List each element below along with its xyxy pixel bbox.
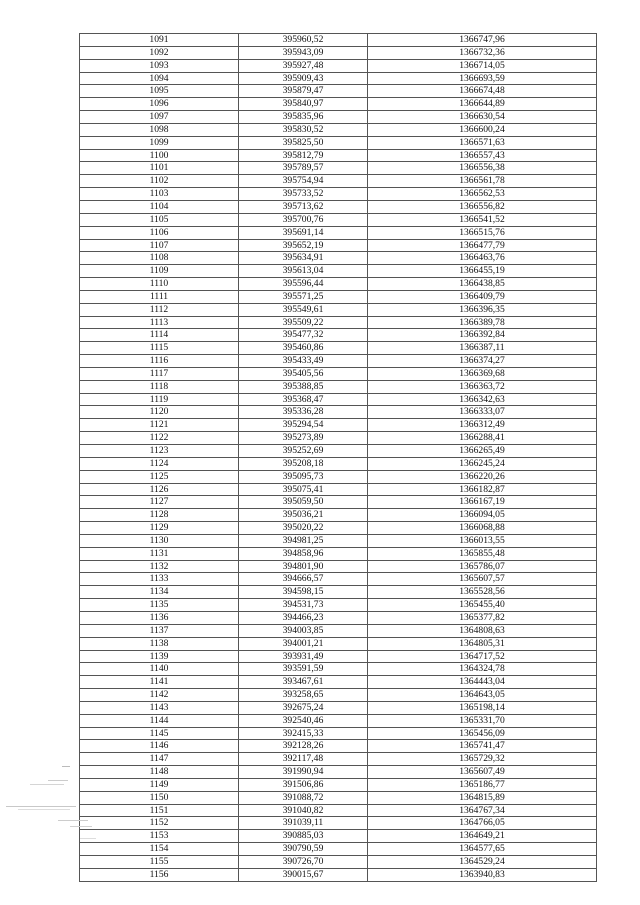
table-row [80, 111, 597, 124]
table-row [80, 380, 597, 393]
x-coordinate-cell: 395840,97 [239, 98, 368, 111]
y-coordinate-cell: 1366392,84 [368, 329, 597, 342]
y-coordinate-cell: 1365741,47 [368, 740, 597, 753]
table-row [80, 406, 597, 419]
point-number-cell: 1128 [80, 509, 239, 522]
point-number-cell: 1141 [80, 676, 239, 689]
point-number-cell: 1116 [80, 355, 239, 368]
y-coordinate-cell: 1364808,63 [368, 624, 597, 637]
y-coordinate-cell: 1364643,05 [368, 689, 597, 702]
point-number-cell: 1135 [80, 599, 239, 612]
y-coordinate-cell: 1366288,41 [368, 432, 597, 445]
y-coordinate-cell: 1366220,26 [368, 470, 597, 483]
y-coordinate-cell: 1365377,82 [368, 611, 597, 624]
x-coordinate-cell: 390726,70 [239, 856, 368, 869]
point-number-cell: 1109 [80, 265, 239, 278]
table-row [80, 586, 597, 599]
x-coordinate-cell: 395733,52 [239, 188, 368, 201]
y-coordinate-cell: 1366541,52 [368, 213, 597, 226]
x-coordinate-cell: 395927,48 [239, 59, 368, 72]
x-coordinate-cell: 395634,91 [239, 252, 368, 265]
point-number-cell: 1151 [80, 804, 239, 817]
table-row [80, 650, 597, 663]
table-row [80, 804, 597, 817]
y-coordinate-cell: 1365186,77 [368, 778, 597, 791]
point-number-cell: 1122 [80, 432, 239, 445]
table-row [80, 766, 597, 779]
table-row [80, 791, 597, 804]
x-coordinate-cell: 395789,57 [239, 162, 368, 175]
y-coordinate-cell: 1366438,85 [368, 278, 597, 291]
point-number-cell: 1123 [80, 445, 239, 458]
y-coordinate-cell: 1365786,07 [368, 560, 597, 573]
table-row [80, 85, 597, 98]
point-number-cell: 1101 [80, 162, 239, 175]
table-row [80, 740, 597, 753]
point-number-cell: 1112 [80, 303, 239, 316]
point-number-cell: 1106 [80, 226, 239, 239]
y-coordinate-cell: 1364717,52 [368, 650, 597, 663]
table-row [80, 637, 597, 650]
y-coordinate-cell: 1365331,70 [368, 714, 597, 727]
table-row [80, 367, 597, 380]
point-number-cell: 1153 [80, 830, 239, 843]
table-row [80, 496, 597, 509]
table-row [80, 624, 597, 637]
point-number-cell: 1103 [80, 188, 239, 201]
point-number-cell: 1144 [80, 714, 239, 727]
point-number-cell: 1119 [80, 393, 239, 406]
table-row [80, 611, 597, 624]
point-number-cell: 1126 [80, 483, 239, 496]
table-row [80, 34, 597, 47]
point-number-cell: 1110 [80, 278, 239, 291]
y-coordinate-cell: 1366674,48 [368, 85, 597, 98]
table-row [80, 509, 597, 522]
x-coordinate-cell: 395652,19 [239, 239, 368, 252]
table-row [80, 226, 597, 239]
x-coordinate-cell: 390790,59 [239, 843, 368, 856]
table-row [80, 753, 597, 766]
table-row [80, 265, 597, 278]
x-coordinate-cell: 393591,59 [239, 663, 368, 676]
y-coordinate-cell: 1366333,07 [368, 406, 597, 419]
y-coordinate-cell: 1366389,78 [368, 316, 597, 329]
x-coordinate-cell: 395509,22 [239, 316, 368, 329]
y-coordinate-cell: 1366363,72 [368, 380, 597, 393]
x-coordinate-cell: 391990,94 [239, 766, 368, 779]
point-number-cell: 1104 [80, 200, 239, 213]
y-coordinate-cell: 1366600,24 [368, 123, 597, 136]
table-row [80, 46, 597, 59]
table-row [80, 432, 597, 445]
table-row [80, 843, 597, 856]
y-coordinate-cell: 1364649,21 [368, 830, 597, 843]
table-row [80, 599, 597, 612]
y-coordinate-cell: 1364324,78 [368, 663, 597, 676]
point-number-cell: 1114 [80, 329, 239, 342]
table-row [80, 445, 597, 458]
y-coordinate-cell: 1366630,54 [368, 111, 597, 124]
x-coordinate-cell: 395549,61 [239, 303, 368, 316]
y-coordinate-cell: 1366167,19 [368, 496, 597, 509]
x-coordinate-cell: 395075,41 [239, 483, 368, 496]
point-number-cell: 1138 [80, 637, 239, 650]
y-coordinate-cell: 1366747,96 [368, 34, 597, 47]
y-coordinate-cell: 1366515,76 [368, 226, 597, 239]
point-number-cell: 1121 [80, 419, 239, 432]
table-row [80, 817, 597, 830]
table-row [80, 689, 597, 702]
y-coordinate-cell: 1365456,09 [368, 727, 597, 740]
x-coordinate-cell: 394466,23 [239, 611, 368, 624]
x-coordinate-cell: 395252,69 [239, 445, 368, 458]
point-number-cell: 1096 [80, 98, 239, 111]
x-coordinate-cell: 395368,47 [239, 393, 368, 406]
table-row [80, 470, 597, 483]
y-coordinate-cell: 1366644,89 [368, 98, 597, 111]
y-coordinate-cell: 1366013,55 [368, 534, 597, 547]
x-coordinate-cell: 394531,73 [239, 599, 368, 612]
table-row [80, 72, 597, 85]
x-coordinate-cell: 395477,32 [239, 329, 368, 342]
x-coordinate-cell: 391088,72 [239, 791, 368, 804]
y-coordinate-cell: 1366732,36 [368, 46, 597, 59]
table-row [80, 252, 597, 265]
y-coordinate-cell: 1366571,63 [368, 136, 597, 149]
point-number-cell: 1094 [80, 72, 239, 85]
point-number-cell: 1136 [80, 611, 239, 624]
x-coordinate-cell: 395754,94 [239, 175, 368, 188]
point-number-cell: 1115 [80, 342, 239, 355]
point-number-cell: 1156 [80, 868, 239, 881]
point-number-cell: 1127 [80, 496, 239, 509]
table-row [80, 200, 597, 213]
x-coordinate-cell: 394598,15 [239, 586, 368, 599]
table-row [80, 188, 597, 201]
point-number-cell: 1111 [80, 290, 239, 303]
table-row [80, 162, 597, 175]
point-number-cell: 1134 [80, 586, 239, 599]
x-coordinate-cell: 393467,61 [239, 676, 368, 689]
point-number-cell: 1124 [80, 457, 239, 470]
x-coordinate-cell: 395571,25 [239, 290, 368, 303]
y-coordinate-cell: 1364766,05 [368, 817, 597, 830]
x-coordinate-cell: 395460,86 [239, 342, 368, 355]
y-coordinate-cell: 1365729,32 [368, 753, 597, 766]
table-row [80, 98, 597, 111]
y-coordinate-cell: 1366561,78 [368, 175, 597, 188]
x-coordinate-cell: 395059,50 [239, 496, 368, 509]
table-row [80, 316, 597, 329]
x-coordinate-cell: 391040,82 [239, 804, 368, 817]
y-coordinate-cell: 1366312,49 [368, 419, 597, 432]
x-coordinate-cell: 395835,96 [239, 111, 368, 124]
table-row [80, 136, 597, 149]
coordinates-table-body [80, 34, 597, 882]
table-row [80, 663, 597, 676]
table-row [80, 342, 597, 355]
point-number-cell: 1146 [80, 740, 239, 753]
x-coordinate-cell: 392128,26 [239, 740, 368, 753]
x-coordinate-cell: 395596,44 [239, 278, 368, 291]
x-coordinate-cell: 395960,52 [239, 34, 368, 47]
table-row [80, 547, 597, 560]
point-number-cell: 1100 [80, 149, 239, 162]
x-coordinate-cell: 394981,25 [239, 534, 368, 547]
y-coordinate-cell: 1365455,40 [368, 599, 597, 612]
x-coordinate-cell: 395336,28 [239, 406, 368, 419]
x-coordinate-cell: 395825,50 [239, 136, 368, 149]
x-coordinate-cell: 395613,04 [239, 265, 368, 278]
x-coordinate-cell: 395691,14 [239, 226, 368, 239]
y-coordinate-cell: 1366387,11 [368, 342, 597, 355]
y-coordinate-cell: 1366396,35 [368, 303, 597, 316]
x-coordinate-cell: 392540,46 [239, 714, 368, 727]
y-coordinate-cell: 1366068,88 [368, 522, 597, 535]
table-row [80, 573, 597, 586]
point-number-cell: 1130 [80, 534, 239, 547]
point-number-cell: 1098 [80, 123, 239, 136]
y-coordinate-cell: 1366182,87 [368, 483, 597, 496]
x-coordinate-cell: 395020,22 [239, 522, 368, 535]
table-row [80, 393, 597, 406]
x-coordinate-cell: 395433,49 [239, 355, 368, 368]
y-coordinate-cell: 1366562,53 [368, 188, 597, 201]
point-number-cell: 1099 [80, 136, 239, 149]
x-coordinate-cell: 395879,47 [239, 85, 368, 98]
point-number-cell: 1092 [80, 46, 239, 59]
point-number-cell: 1142 [80, 689, 239, 702]
x-coordinate-cell: 395095,73 [239, 470, 368, 483]
point-number-cell: 1133 [80, 573, 239, 586]
y-coordinate-cell: 1366556,38 [368, 162, 597, 175]
y-coordinate-cell: 1363940,83 [368, 868, 597, 881]
x-coordinate-cell: 394801,90 [239, 560, 368, 573]
table-row [80, 727, 597, 740]
y-coordinate-cell: 1366369,68 [368, 367, 597, 380]
x-coordinate-cell: 395405,56 [239, 367, 368, 380]
y-coordinate-cell: 1364815,89 [368, 791, 597, 804]
y-coordinate-cell: 1366477,79 [368, 239, 597, 252]
table-row [80, 329, 597, 342]
point-number-cell: 1148 [80, 766, 239, 779]
y-coordinate-cell: 1364529,24 [368, 856, 597, 869]
x-coordinate-cell: 395273,89 [239, 432, 368, 445]
point-number-cell: 1125 [80, 470, 239, 483]
point-number-cell: 1131 [80, 547, 239, 560]
point-number-cell: 1097 [80, 111, 239, 124]
point-number-cell: 1155 [80, 856, 239, 869]
table-row [80, 534, 597, 547]
x-coordinate-cell: 395294,54 [239, 419, 368, 432]
table-row [80, 239, 597, 252]
point-number-cell: 1149 [80, 778, 239, 791]
point-number-cell: 1105 [80, 213, 239, 226]
x-coordinate-cell: 392675,24 [239, 701, 368, 714]
x-coordinate-cell: 394001,21 [239, 637, 368, 650]
y-coordinate-cell: 1364805,31 [368, 637, 597, 650]
y-coordinate-cell: 1364767,34 [368, 804, 597, 817]
point-number-cell: 1095 [80, 85, 239, 98]
y-coordinate-cell: 1366265,49 [368, 445, 597, 458]
table-row [80, 278, 597, 291]
point-number-cell: 1137 [80, 624, 239, 637]
table-row [80, 59, 597, 72]
table-row [80, 830, 597, 843]
x-coordinate-cell: 395700,76 [239, 213, 368, 226]
x-coordinate-cell: 391039,11 [239, 817, 368, 830]
y-coordinate-cell: 1366463,76 [368, 252, 597, 265]
y-coordinate-cell: 1364443,04 [368, 676, 597, 689]
y-coordinate-cell: 1365528,56 [368, 586, 597, 599]
x-coordinate-cell: 391506,86 [239, 778, 368, 791]
point-number-cell: 1139 [80, 650, 239, 663]
point-number-cell: 1107 [80, 239, 239, 252]
table-row [80, 676, 597, 689]
table-row [80, 856, 597, 869]
x-coordinate-cell: 395036,21 [239, 509, 368, 522]
table-row [80, 213, 597, 226]
point-number-cell: 1132 [80, 560, 239, 573]
table-row [80, 522, 597, 535]
x-coordinate-cell: 395909,43 [239, 72, 368, 85]
x-coordinate-cell: 392117,48 [239, 753, 368, 766]
y-coordinate-cell: 1366556,82 [368, 200, 597, 213]
x-coordinate-cell: 395388,85 [239, 380, 368, 393]
x-coordinate-cell: 390015,67 [239, 868, 368, 881]
table-row [80, 419, 597, 432]
table-row [80, 175, 597, 188]
point-number-cell: 1113 [80, 316, 239, 329]
table-row [80, 560, 597, 573]
y-coordinate-cell: 1366374,27 [368, 355, 597, 368]
x-coordinate-cell: 395208,18 [239, 457, 368, 470]
x-coordinate-cell: 393258,65 [239, 689, 368, 702]
point-number-cell: 1145 [80, 727, 239, 740]
point-number-cell: 1118 [80, 380, 239, 393]
y-coordinate-cell: 1366714,05 [368, 59, 597, 72]
point-number-cell: 1093 [80, 59, 239, 72]
y-coordinate-cell: 1365198,14 [368, 701, 597, 714]
table-row [80, 355, 597, 368]
point-number-cell: 1150 [80, 791, 239, 804]
y-coordinate-cell: 1366094,05 [368, 509, 597, 522]
table-row [80, 123, 597, 136]
point-number-cell: 1091 [80, 34, 239, 47]
x-coordinate-cell: 393931,49 [239, 650, 368, 663]
point-number-cell: 1117 [80, 367, 239, 380]
x-coordinate-cell: 395830,52 [239, 123, 368, 136]
table-row [80, 714, 597, 727]
point-number-cell: 1147 [80, 753, 239, 766]
y-coordinate-cell: 1364577,65 [368, 843, 597, 856]
point-number-cell: 1108 [80, 252, 239, 265]
x-coordinate-cell: 395812,79 [239, 149, 368, 162]
coordinates-table [79, 33, 597, 882]
point-number-cell: 1143 [80, 701, 239, 714]
table-row [80, 868, 597, 881]
y-coordinate-cell: 1365607,57 [368, 573, 597, 586]
y-coordinate-cell: 1366409,79 [368, 290, 597, 303]
y-coordinate-cell: 1366693,59 [368, 72, 597, 85]
x-coordinate-cell: 394858,96 [239, 547, 368, 560]
point-number-cell: 1120 [80, 406, 239, 419]
table-row [80, 778, 597, 791]
table-row [80, 457, 597, 470]
table-row [80, 483, 597, 496]
point-number-cell: 1152 [80, 817, 239, 830]
x-coordinate-cell: 395713,62 [239, 200, 368, 213]
y-coordinate-cell: 1365855,48 [368, 547, 597, 560]
x-coordinate-cell: 394003,85 [239, 624, 368, 637]
x-coordinate-cell: 392415,33 [239, 727, 368, 740]
y-coordinate-cell: 1366557,43 [368, 149, 597, 162]
y-coordinate-cell: 1366455,19 [368, 265, 597, 278]
table-row [80, 290, 597, 303]
table-row [80, 303, 597, 316]
table-row [80, 701, 597, 714]
table-row [80, 149, 597, 162]
x-coordinate-cell: 394666,57 [239, 573, 368, 586]
point-number-cell: 1129 [80, 522, 239, 535]
y-coordinate-cell: 1365607,49 [368, 766, 597, 779]
y-coordinate-cell: 1366245,24 [368, 457, 597, 470]
x-coordinate-cell: 395943,09 [239, 46, 368, 59]
point-number-cell: 1154 [80, 843, 239, 856]
y-coordinate-cell: 1366342,63 [368, 393, 597, 406]
point-number-cell: 1102 [80, 175, 239, 188]
x-coordinate-cell: 390885,03 [239, 830, 368, 843]
point-number-cell: 1140 [80, 663, 239, 676]
